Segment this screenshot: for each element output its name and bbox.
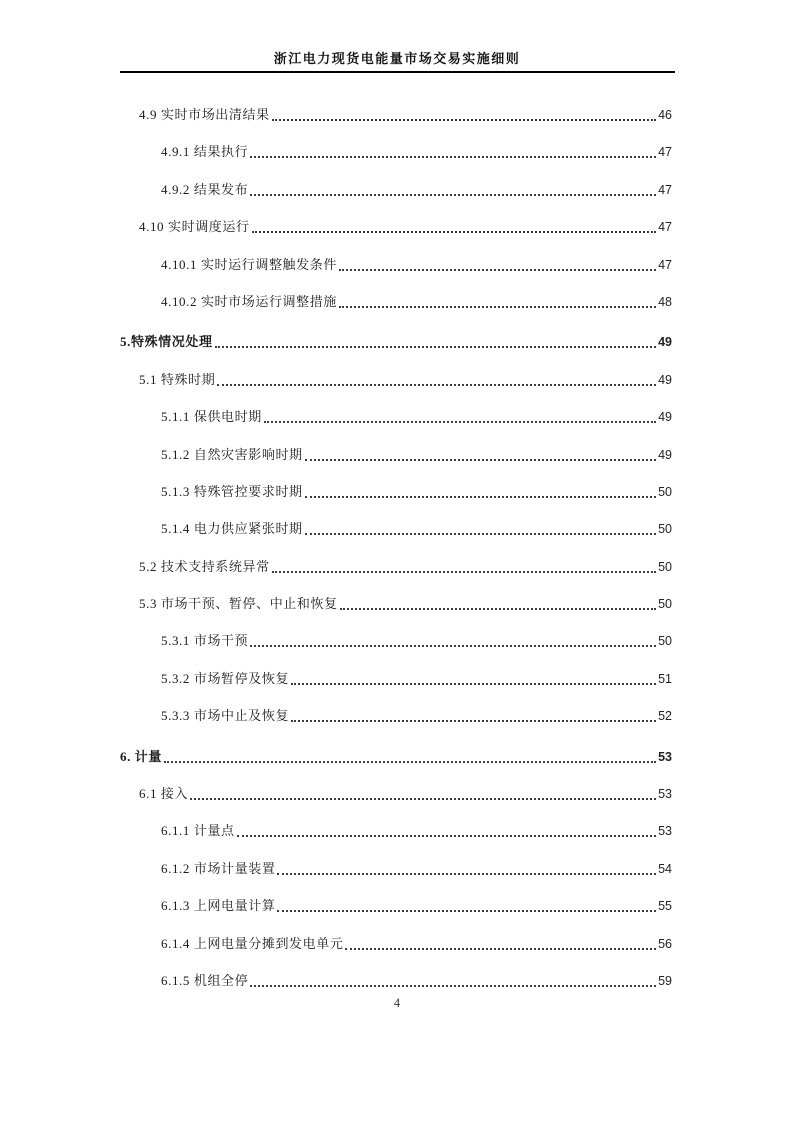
- toc-entry-title: 6.1.5 机组全停: [161, 972, 249, 988]
- toc-entry-title: 5.2 技术支持系统异常: [139, 558, 270, 574]
- toc-entry[interactable]: [120, 334, 672, 371]
- toc-entry-title: 6.1.3 上网电量计算: [161, 898, 276, 914]
- toc-entry[interactable]: [120, 671, 672, 708]
- page-header: [0, 48, 794, 68]
- toc-entry[interactable]: [120, 372, 672, 409]
- toc-page-number: 51: [658, 671, 672, 686]
- toc-entry-title: 6.1.2 市场计量装置: [161, 860, 276, 876]
- toc-page-number: 53: [658, 749, 672, 764]
- toc-entry[interactable]: [120, 257, 672, 294]
- toc-page-number: 50: [658, 597, 672, 612]
- toc-dot-leader: [250, 144, 656, 158]
- toc-entry-title: 6.1.4 上网电量分摊到发电单元: [161, 935, 344, 951]
- toc-entry[interactable]: [120, 633, 672, 670]
- toc-page-number: 50: [658, 484, 672, 499]
- toc-dot-leader: [250, 182, 656, 196]
- toc-entry-title: 5.1.2 自然灾害影响时期: [161, 446, 303, 462]
- toc-dot-leader: [190, 786, 656, 800]
- toc-page-number: 46: [658, 108, 672, 122]
- toc-entry-title: 4.9 实时市场出清结果: [139, 107, 270, 122]
- toc-entry-title: 4.10.1 实时运行调整触发条件: [161, 256, 337, 272]
- toc-entry[interactable]: [120, 521, 672, 558]
- toc-page-number: 55: [658, 899, 672, 914]
- page-header-title: 浙江电力现货电能量市场交易实施细则: [273, 51, 521, 66]
- toc-dot-leader: [291, 708, 656, 722]
- toc-page-number: 53: [658, 824, 672, 839]
- toc-page-number: 50: [658, 634, 672, 649]
- toc-entry[interactable]: [120, 749, 672, 786]
- toc-dot-leader: [217, 372, 656, 386]
- toc-entry[interactable]: [120, 708, 672, 745]
- toc-entry[interactable]: [120, 409, 672, 446]
- toc-entry-title: 6. 计量: [120, 748, 162, 764]
- toc-page-number: 47: [658, 220, 672, 235]
- toc-entry-title: 5.1.4 电力供应紧张时期: [161, 521, 303, 537]
- toc-page-number: 52: [658, 709, 672, 724]
- toc-page-number: 56: [658, 936, 672, 951]
- toc-dot-leader: [305, 447, 656, 461]
- toc-entry-title: 5.3.2 市场暂停及恢复: [161, 670, 290, 686]
- toc-page-number: 47: [658, 182, 672, 197]
- toc-entry[interactable]: [120, 786, 672, 823]
- toc-page-number: 47: [658, 145, 672, 160]
- toc-dot-leader: [277, 898, 656, 912]
- toc-dot-leader: [305, 484, 656, 498]
- toc-dot-leader: [277, 861, 656, 875]
- toc-entry[interactable]: [120, 484, 672, 521]
- page-footer: [0, 996, 794, 1011]
- toc-entry-title: 6.1.1 计量点: [161, 823, 235, 839]
- toc-dot-leader: [250, 633, 656, 647]
- toc-entry-title: 4.10 实时调度运行: [139, 219, 250, 235]
- toc-entry-title: 4.9.2 结果发布: [161, 181, 249, 197]
- toc-entry-title: 5.1.3 特殊管控要求时期: [161, 483, 303, 499]
- toc-dot-leader: [215, 334, 657, 348]
- toc-dot-leader: [250, 973, 656, 987]
- toc-entry[interactable]: [120, 936, 672, 973]
- toc-dot-leader: [339, 257, 656, 271]
- toc-entry-title: 6.1 接入: [139, 786, 189, 802]
- toc-dot-leader: [252, 219, 656, 233]
- toc-dot-leader: [345, 936, 656, 950]
- toc-entry[interactable]: [120, 144, 672, 181]
- toc-page-number: 49: [658, 410, 672, 425]
- toc-page-number: 49: [658, 335, 672, 350]
- toc-dot-leader: [272, 559, 656, 573]
- toc-entry-title: 5.1 特殊时期: [139, 371, 216, 387]
- toc-page-number: 49: [658, 372, 672, 387]
- toc-entry-title: 5.特殊情况处理: [120, 334, 213, 350]
- toc-page-number: 53: [658, 787, 672, 802]
- toc-entry[interactable]: [120, 219, 672, 256]
- toc-entry-title: 5.1.1 保供电时期: [161, 409, 262, 425]
- toc-entry[interactable]: [120, 107, 672, 144]
- toc-dot-leader: [340, 596, 656, 610]
- toc-dot-leader: [272, 107, 656, 121]
- toc-entry[interactable]: [120, 823, 672, 860]
- toc-dot-leader: [291, 671, 656, 685]
- toc-entry[interactable]: [120, 447, 672, 484]
- toc-page-number: 47: [658, 257, 672, 272]
- toc-page-number: 54: [658, 861, 672, 876]
- header-rule: [120, 71, 675, 73]
- toc-entry[interactable]: [120, 898, 672, 935]
- toc-entry[interactable]: [120, 182, 672, 219]
- toc-entry-title: 5.3.1 市场干预: [161, 633, 249, 649]
- toc-page-number: 59: [658, 973, 672, 988]
- toc-entry[interactable]: [120, 596, 672, 633]
- toc-entry-title: 5.3 市场干预、暂停、中止和恢复: [139, 596, 338, 612]
- toc-entry-title: 5.3.3 市场中止及恢复: [161, 708, 290, 724]
- toc-entry[interactable]: [120, 559, 672, 596]
- toc-dot-leader: [237, 823, 656, 837]
- table-of-contents: [120, 107, 672, 1010]
- toc-dot-leader: [164, 749, 656, 763]
- toc-page-number: 50: [658, 559, 672, 574]
- toc-entry[interactable]: [120, 294, 672, 331]
- toc-dot-leader: [305, 521, 656, 535]
- toc-entry-title: 4.10.2 实时市场运行调整措施: [161, 293, 337, 309]
- toc-dot-leader: [339, 294, 656, 308]
- toc-entry[interactable]: [120, 861, 672, 898]
- toc-dot-leader: [264, 409, 656, 423]
- toc-entry-title: 4.9.1 结果执行: [161, 144, 249, 160]
- toc-page-number: 50: [658, 522, 672, 537]
- page-number: 4: [393, 996, 401, 1010]
- toc-page-number: 49: [658, 447, 672, 462]
- toc-page-number: 48: [658, 294, 672, 309]
